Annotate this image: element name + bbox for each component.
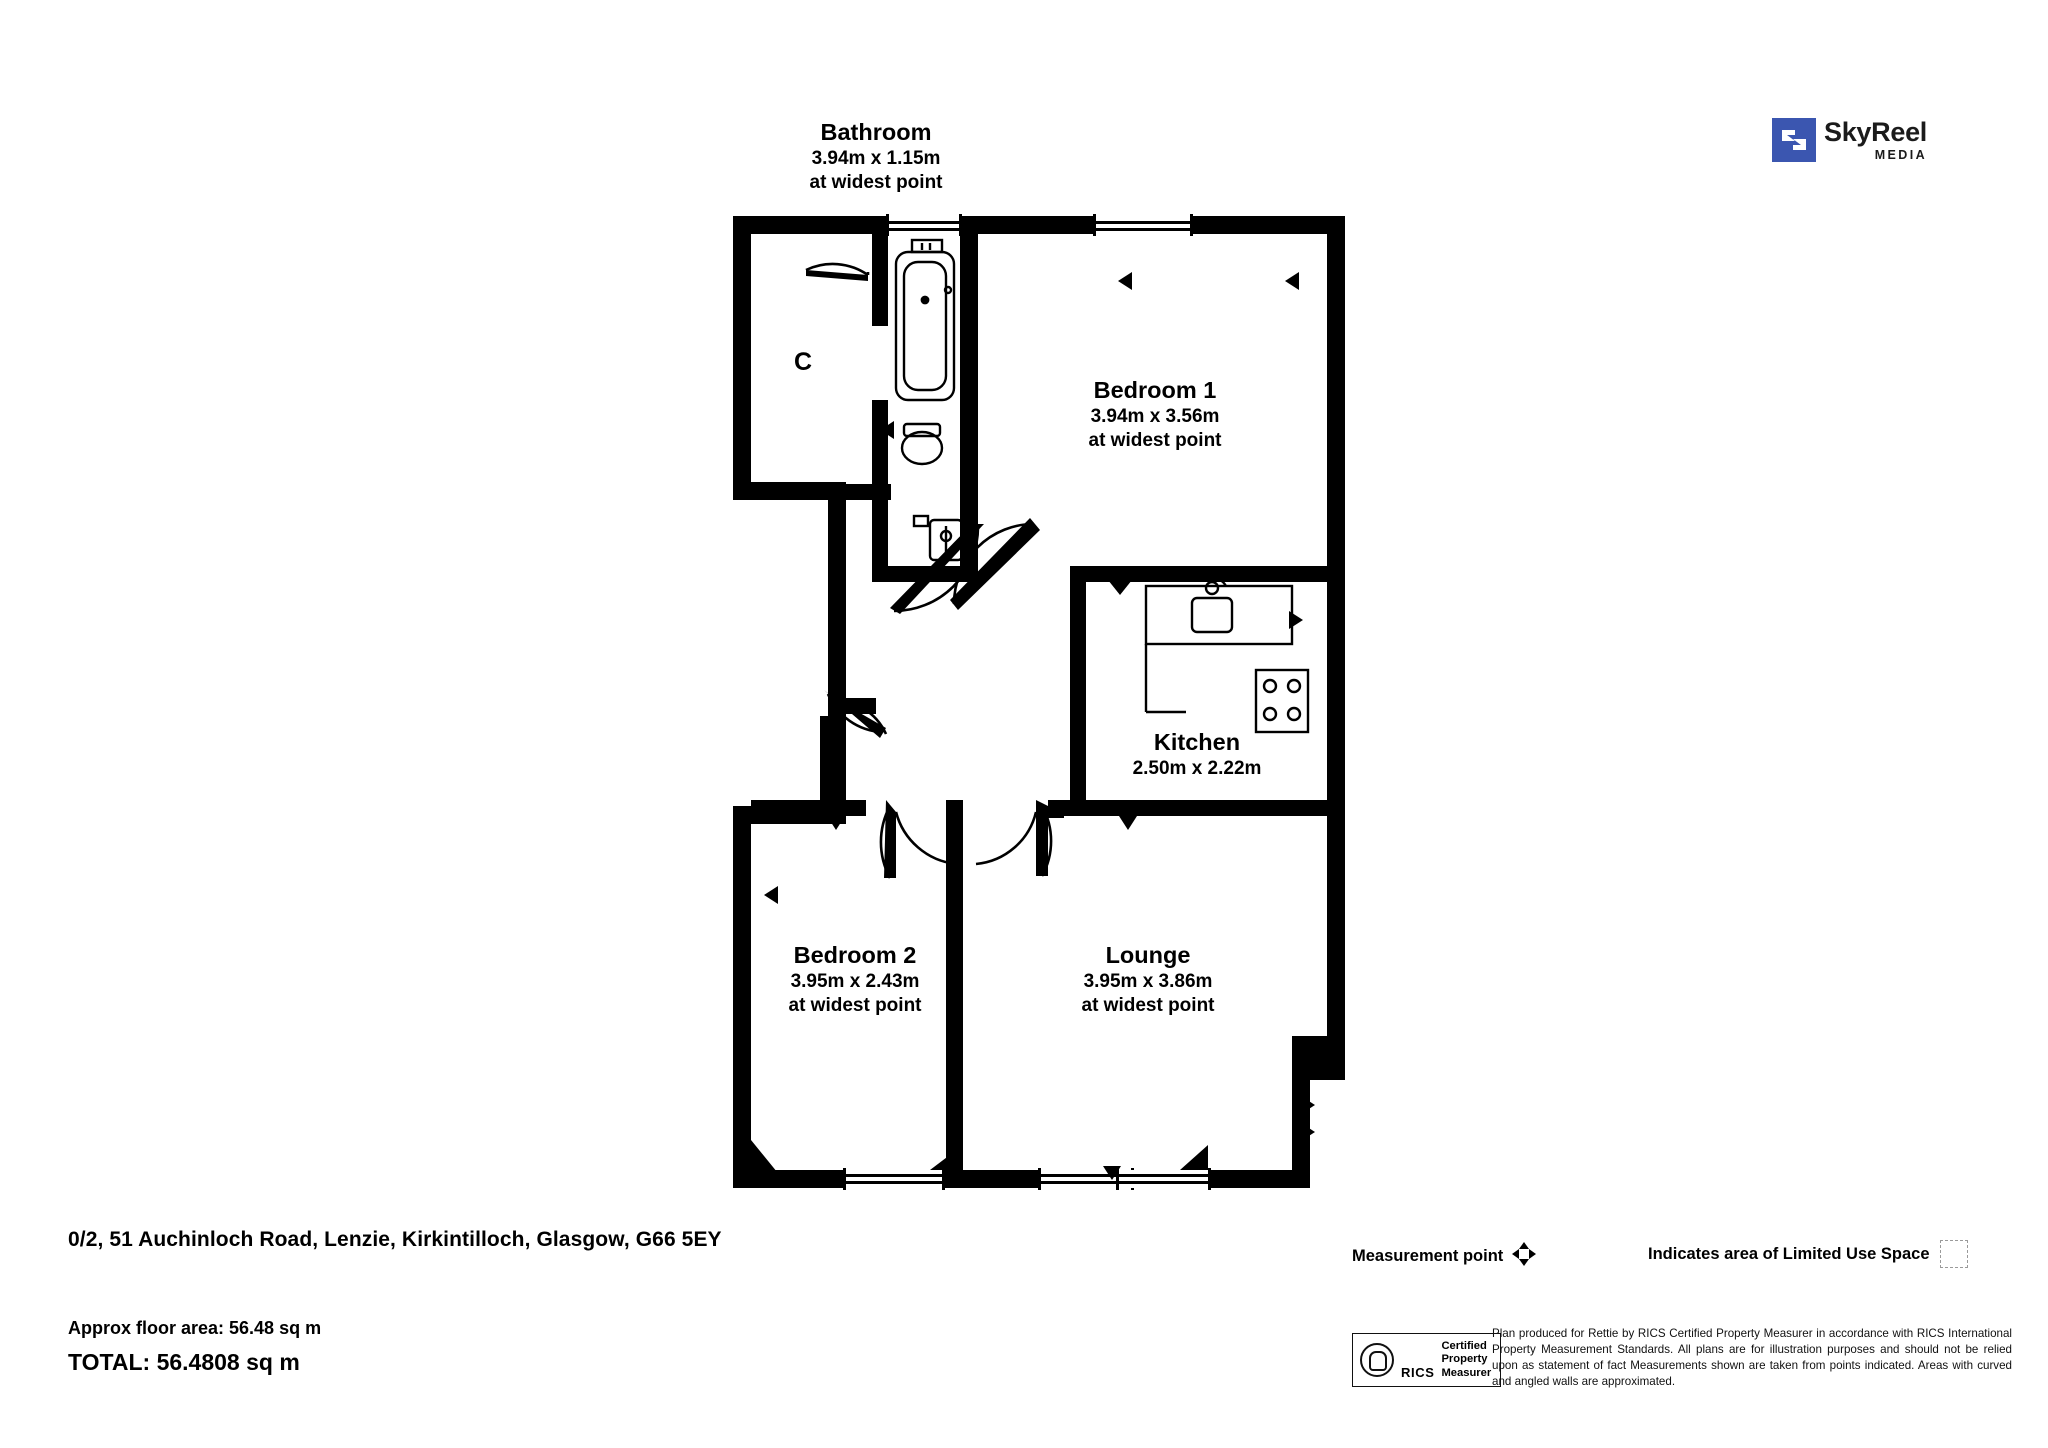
room-note: at widest point bbox=[788, 995, 922, 1017]
legend-measurement-label: Measurement point bbox=[1352, 1247, 1504, 1265]
legend-limited-label: Indicates area of Limited Use Space bbox=[1648, 1244, 1930, 1263]
room-label-kitchen bbox=[1133, 727, 1262, 781]
room-dims: 3.94m x 1.15m bbox=[811, 148, 941, 170]
plan-disclaimer: Plan produced for Rettie by RICS Certified Property Measurer in accordance with RICS International Property Measurement Standards. All plans are for illustration purposes and should not be relied upon as statement of fact Measurements shown are taken from points indicated. Areas with curved and angled walls are approximated. bbox=[1492, 1327, 2012, 1388]
plan-walls bbox=[733, 216, 1345, 1188]
brand-subtitle: MEDIA bbox=[1874, 147, 1927, 162]
room-note: at widest point bbox=[1088, 430, 1222, 452]
limited-use-swatch-icon bbox=[1940, 1240, 1968, 1268]
room-label-bedroom-1 bbox=[1089, 375, 1222, 454]
room-name: Kitchen bbox=[1153, 729, 1241, 755]
legend-measurement-point bbox=[1352, 1240, 1538, 1273]
room-name: Bathroom bbox=[820, 119, 932, 145]
rics-badge-lines bbox=[1441, 1340, 1491, 1380]
rics-line-1: Certified bbox=[1441, 1340, 1487, 1353]
room-dims: 3.95m x 3.86m bbox=[1083, 971, 1213, 993]
legend-limited-use-space bbox=[1648, 1240, 1968, 1268]
room-label-cupboard: C bbox=[794, 348, 813, 376]
approx-floor-area: Approx floor area: 56.48 sq m bbox=[68, 1318, 322, 1338]
room-label-bedroom-2 bbox=[789, 940, 922, 1019]
room-note: at widest point bbox=[809, 172, 943, 194]
brand-name-sky: Sky bbox=[1824, 116, 1872, 147]
floor-area-block bbox=[68, 1315, 321, 1380]
room-dims: 3.94m x 3.56m bbox=[1090, 406, 1220, 428]
room-label-lounge bbox=[1082, 940, 1215, 1019]
rics-line-2: Property bbox=[1441, 1353, 1488, 1366]
room-name: Bedroom 2 bbox=[793, 942, 917, 968]
rics-logo-icon bbox=[1360, 1343, 1394, 1377]
rics-line-3: Measurer bbox=[1441, 1366, 1492, 1379]
measurement-point-icon bbox=[1510, 1240, 1538, 1273]
rics-wordmark: RICS bbox=[1401, 1365, 1435, 1380]
rics-certified-badge bbox=[1352, 1333, 1501, 1387]
brand-name-reel: Reel bbox=[1871, 116, 1927, 147]
room-dims: 3.95m x 2.43m bbox=[790, 971, 920, 993]
room-name: Lounge bbox=[1105, 942, 1191, 968]
room-dims: 2.50m x 2.22m bbox=[1132, 758, 1262, 780]
room-name: Bedroom 1 bbox=[1093, 377, 1217, 403]
room-note: at widest point bbox=[1081, 995, 1215, 1017]
property-address: 0/2, 51 Auchinloch Road, Lenzie, Kirkintilloch, Glasgow, G66 5EY bbox=[68, 1228, 722, 1251]
total-floor-area: TOTAL: 56.4808 sq m bbox=[68, 1349, 300, 1375]
room-label-bathroom bbox=[810, 117, 943, 196]
